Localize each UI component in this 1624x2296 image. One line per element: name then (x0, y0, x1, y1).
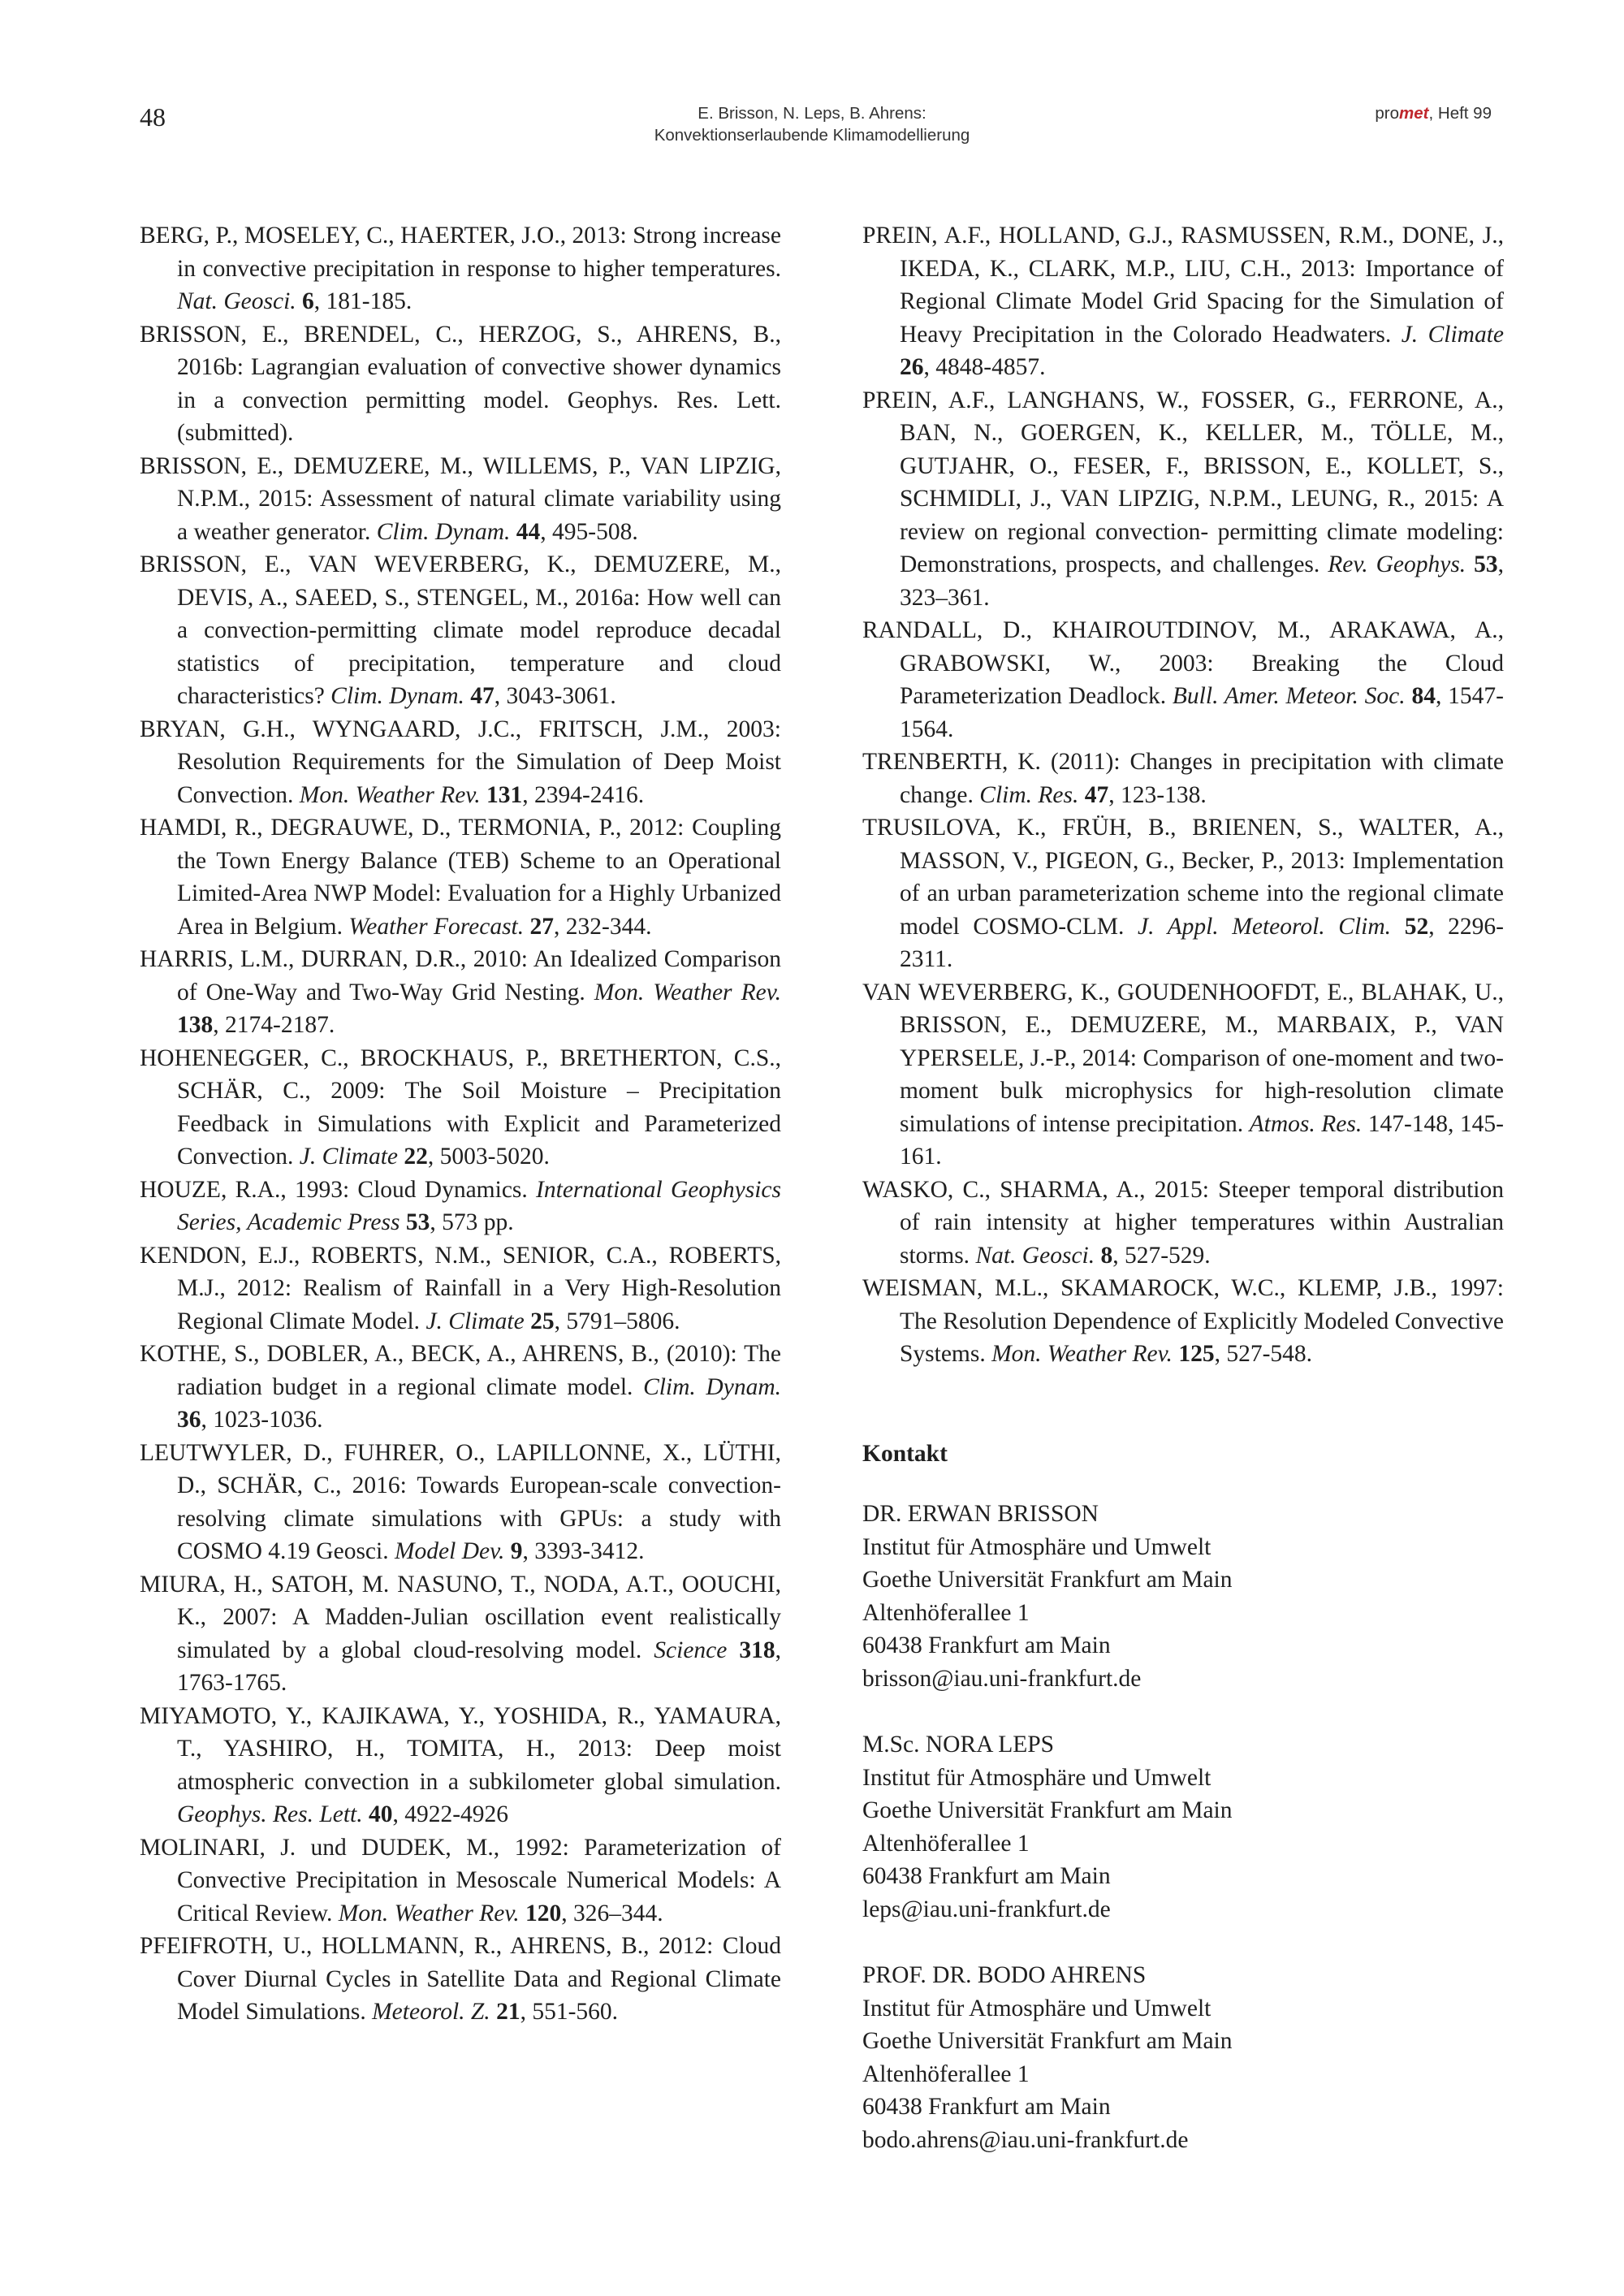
reference-title: Assessment of natural climate variability using a weather generator. (177, 486, 781, 545)
reference-title: Importance of Regional Climate Model Grid Spacing for the Simulation of Heavy Precipitation in the Colorado Headwaters. (900, 255, 1504, 348)
reference-pages: , 573 pp. (430, 1209, 514, 1235)
reference-journal: Geophys. Res. Lett. (177, 1801, 363, 1827)
reference-volume: 120 (525, 1900, 562, 1926)
reference-pages: , 3043-3061. (494, 683, 616, 709)
reference-entry (862, 614, 1504, 746)
reference-volume: 53 (405, 1209, 430, 1235)
reference-authors: BRYAN, G.H., WYNGAARD, J.C., FRITSCH, J.M., 2003: (140, 716, 781, 742)
reference-authors: WEISMAN, M.L., SKAMAROCK, W.C., KLEMP, J.B., 1997: (862, 1275, 1504, 1301)
contact-city: 60438 Frankfurt am Main (862, 2094, 1111, 2120)
reference-journal: J. Climate (1401, 321, 1504, 348)
contact-street: Altenhöferallee 1 (862, 1599, 1030, 1626)
page-number: 48 (140, 102, 166, 132)
reference-journal: Model Dev. (394, 1538, 505, 1564)
right-column (862, 219, 1504, 2190)
reference-entry (140, 943, 781, 1042)
reference-title: Coupling the Town Energy Balance (TEB) Scheme to an Operational Limited-Area NWP Model: Evaluation for a Highly Urbanized Area in Belgium. (177, 815, 781, 940)
reference-journal: Nat. Geosci. (975, 1242, 1095, 1269)
reference-authors: PREIN, A.F., HOLLAND, G.J., RASMUSSEN, R.M., DONE, J., IKEDA, K., CLARK, M.P., LIU, C.H., 2013: (862, 223, 1504, 282)
reference-entry (862, 811, 1504, 976)
reference-pages: , 181-185. (313, 288, 412, 314)
reference-entry (140, 1042, 781, 1174)
contact-university: Goethe Universität Frankfurt am Main (862, 2028, 1233, 2054)
contact-institute: Institut für Atmosphäre und Umwelt (862, 1995, 1212, 2021)
reference-entry (140, 1174, 781, 1239)
journal-brand: met (1399, 104, 1429, 123)
reference-authors: KOTHE, S., DOBLER, A., BECK, A., AHRENS, B., (2010): (140, 1341, 745, 1367)
reference-journal: Science (654, 1637, 728, 1663)
reference-entry (140, 1930, 781, 2029)
reference-title: Cloud Dynamics. (357, 1176, 537, 1203)
reference-authors: VAN WEVERBERG, K., GOUDENHOOFDT, E., BLAHAK, U., BRISSON, E., DEMUZERE, M., MARBAIX, P., VAN YPERSELE, J.-P., 2014: (862, 979, 1504, 1071)
reference-authors: HOHENEGGER, C., BROCKHAUS, P., BRETHERTON, C.S., SCHÄR, C., 2009: (140, 1044, 781, 1104)
reference-entry (140, 219, 781, 318)
reference-entry (140, 1437, 781, 1568)
reference-journal: International Geophysics Series, Academic Press (177, 1176, 781, 1235)
contact-name: M.Sc. NORA LEPS (862, 1732, 1055, 1758)
reference-entry (862, 746, 1504, 811)
reference-volume: 8 (1100, 1242, 1113, 1269)
reference-title: Towards European-scale convection-resolving climate simulations with GPUs: a study with COSMO 4.19 Geosci. (177, 1472, 781, 1564)
reference-entry (862, 1272, 1504, 1371)
contact-email: leps@iau.uni-frankfurt.de (862, 1896, 1111, 1922)
reference-entry (140, 1338, 781, 1437)
reference-journal: Bull. Amer. Meteor. Soc. (1172, 683, 1406, 709)
reference-entry (140, 548, 781, 713)
reference-journal: Rev. Geophys. (1328, 551, 1466, 577)
reference-volume: 52 (1404, 913, 1429, 940)
reference-entry (140, 1831, 781, 1931)
reference-volume: 6 (302, 288, 314, 314)
reference-authors: WASKO, C., SHARMA, A., 2015: (862, 1176, 1219, 1203)
contact-name: PROF. DR. BODO AHRENS (862, 1962, 1147, 1988)
reference-title: Breaking the Cloud Parameterization Deadlock. (900, 650, 1505, 709)
reference-entry (862, 1174, 1504, 1273)
reference-journal: Nat. Geosci. (177, 288, 296, 314)
journal-prefix: pro (1375, 104, 1400, 123)
reference-journal: Mon. Weather Rev. (299, 781, 481, 808)
reference-volume: 131 (486, 781, 523, 808)
reference-journal: J. Climate (425, 1308, 525, 1334)
reference-pages: , 123-138. (1108, 781, 1207, 808)
reference-title: Realism of Rainfall in a Very High-Resolution Regional Climate Model. (177, 1275, 781, 1334)
reference-entry (140, 713, 781, 812)
contact-university: Goethe Universität Frankfurt am Main (862, 1567, 1233, 1593)
reference-title: Cloud Cover Diurnal Cycles in Satellite Data and Regional Climate Model Simulations. (177, 1933, 781, 2025)
reference-authors: LEUTWYLER, D., FUHRER, O., LAPILLONNE, X., LÜTHI, D., SCHÄR, C., 2016: (140, 1439, 781, 1498)
reference-pages: , 323–361. (900, 551, 1504, 611)
contact-street: Altenhöferallee 1 (862, 1830, 1030, 1857)
reference-entry (862, 976, 1504, 1174)
reference-authors: HAMDI, R., DEGRAUWE, D., TERMONIA, P., 2012: (140, 815, 693, 841)
reference-entry (140, 1700, 781, 1831)
reference-volume: 26 (900, 354, 924, 380)
header-authors: E. Brisson, N. Leps, B. Ahrens: (698, 104, 926, 123)
reference-authors: BERG, P., MOSELEY, C., HAERTER, J.O., 2013: (140, 223, 633, 249)
reference-authors: MIURA, H., SATOH, M. NASUNO, T., NODA, A.T., OOUCHI, K., 2007: (140, 1571, 781, 1630)
contact-university: Goethe Universität Frankfurt am Main (862, 1797, 1233, 1823)
contact-heading: Kontakt (862, 1440, 948, 1467)
contact-email: brisson@iau.uni-frankfurt.de (862, 1665, 1142, 1692)
reference-entry (862, 384, 1504, 615)
reference-title: The Resolution Dependence of Explicitly Modeled Convective Systems. (900, 1308, 1504, 1367)
reference-title: The Soil Moisture – Precipitation Feedback in Simulations with Explicit and Parameterized Convection. (177, 1078, 781, 1170)
reference-volume: 318 (739, 1637, 775, 1663)
reference-volume: 22 (404, 1144, 428, 1170)
reference-journal: Clim. Dynam. (376, 518, 511, 545)
reference-authors: PREIN, A.F., LANGHANS, W., FOSSER, G., FERRONE, A., BAN, N., GOERGEN, K., KELLER, M., TÖLLE, M., GUTJAHR, O., FESER, F., BRISSON, E., KOLLET, S., SCHMIDLI, J., VAN LIPZIG, N.P.M., LEUNG, R., 2015: (862, 387, 1504, 512)
running-header (568, 102, 1056, 146)
reference-title: The radiation budget in a regional climate model. (177, 1341, 781, 1400)
reference-pages: , 2296-2311. (900, 913, 1505, 972)
reference-volume: 44 (516, 518, 541, 545)
reference-volume: 138 (177, 1012, 214, 1038)
reference-volume: 84 (1411, 683, 1436, 709)
reference-journal: Mon. Weather Rev. (338, 1900, 520, 1926)
reference-pages: , 495-508. (540, 518, 638, 545)
reference-volume: 36 (177, 1407, 201, 1433)
reference-entry (140, 811, 781, 943)
reference-pages: 147-148, 145-161. (900, 1110, 1504, 1170)
reference-pages: , 326–344. (561, 1900, 663, 1926)
reference-volume: 25 (530, 1308, 555, 1334)
reference-journal: J. Climate (299, 1144, 399, 1170)
reference-pages: , 551-560. (520, 1999, 619, 2025)
reference-pages: , 4848-4857. (923, 354, 1046, 380)
reference-pages: , 2174-2187. (213, 1012, 335, 1038)
reference-journal: Clim. Res. (979, 781, 1079, 808)
references-right-list (862, 219, 1504, 1371)
reference-entry (862, 219, 1504, 384)
reference-authors: TRUSILOVA, K., FRÜH, B., BRIENEN, S., WALTER, A., MASSON, V., PIGEON, G., Becker, P., 2013: (862, 815, 1504, 874)
reference-authors: MOLINARI, J. und DUDEK, M., 1992: (140, 1834, 585, 1861)
reference-title: Parameterization of Convective Precipitation in Mesoscale Numerical Models: A Critical Review. (177, 1834, 781, 1926)
reference-title: A review on regional convection- permitting climate modeling: Demonstrations, prospects, and challenges. (900, 486, 1504, 577)
reference-title: Implementation of an urban parameterization scheme into the regional climate model COSMO-CLM. (900, 847, 1504, 940)
reference-authors: PFEIFROTH, U., HOLLMANN, R., AHRENS, B., 2012: (140, 1933, 723, 1959)
reference-entry (140, 318, 781, 450)
reference-volume: 125 (1178, 1341, 1215, 1367)
reference-volume: 21 (496, 1999, 520, 2025)
reference-entry (140, 1239, 781, 1338)
contact-city: 60438 Frankfurt am Main (862, 1863, 1111, 1889)
reference-title: An Idealized Comparison of One-Way and Two-Way Grid Nesting. (177, 946, 781, 1005)
reference-authors: BRISSON, E., BRENDEL, C., HERZOG, S., AHRENS, B., (140, 321, 781, 348)
reference-pages: , 5791–5806. (554, 1308, 680, 1334)
reference-pages: , 232-344. (554, 913, 652, 940)
contact-block (862, 1498, 1504, 1695)
references-left-column (140, 219, 781, 2029)
contact-institute: Institut für Atmosphäre und Umwelt (862, 1764, 1212, 1791)
reference-journal: Clim. Dynam. (643, 1373, 781, 1400)
reference-journal: Atmos. Res. (1249, 1110, 1363, 1137)
reference-pages: , 527-548. (1214, 1341, 1313, 1367)
journal-issue: , Heft 99 (1428, 104, 1492, 123)
contact-block (862, 1728, 1504, 1926)
reference-pages: , 1023-1036. (201, 1407, 323, 1433)
reference-volume: 53 (1474, 551, 1498, 577)
reference-volume: 27 (529, 913, 554, 940)
reference-journal: Mon. Weather Rev. (594, 979, 782, 1005)
reference-title: 2016b: Lagrangian evaluation of convective shower dynamics in a convection permitting model. Geophys. Res. Lett. (submitted). (177, 354, 781, 446)
reference-volume: 47 (1084, 781, 1109, 808)
reference-authors: BRISSON, E., DEMUZERE, M., WILLEMS, P., VAN LIPZIG, N.P.M., 2015: (140, 452, 781, 512)
reference-authors: TRENBERTH, K. (2011): (862, 749, 1130, 775)
reference-title: How well can a convection-permitting climate model reproduce decadal statistics of precipitation, temperature and cloud characteristics? (177, 584, 781, 709)
reference-authors: HOUZE, R.A., 1993: (140, 1176, 358, 1203)
reference-pages: , 4922-4926 (392, 1801, 509, 1827)
reference-pages: , 5003-5020. (427, 1144, 550, 1170)
contact-institute: Institut für Atmosphäre und Umwelt (862, 1533, 1212, 1560)
reference-journal: Mon. Weather Rev. (991, 1341, 1173, 1367)
reference-title: Deep moist atmospheric convection in a subkilometer global simulation. (177, 1736, 782, 1795)
reference-pages: , 3393-3412. (522, 1538, 645, 1564)
contact-email: bodo.ahrens@iau.uni-frankfurt.de (862, 2126, 1189, 2153)
reference-volume: 47 (470, 683, 495, 709)
contact-city: 60438 Frankfurt am Main (862, 1632, 1111, 1658)
reference-title: Strong increase in convective precipitation in response to higher temperatures. (177, 223, 781, 282)
contact-block (862, 1959, 1504, 2156)
reference-authors: HARRIS, L.M., DURRAN, D.R., 2010: (140, 946, 533, 972)
reference-authors: BRISSON, E., VAN WEVERBERG, K., DEMUZERE, M., DEVIS, A., SAEED, S., STENGEL, M., 2016a: (140, 551, 781, 611)
reference-title: A Madden-Julian oscillation event realistically simulated by a global cloud-resolving model. (177, 1604, 781, 1663)
reference-pages: , 1547-1564. (900, 683, 1504, 742)
reference-entry (140, 450, 781, 549)
reference-authors: MIYAMOTO, Y., KAJIKAWA, Y., YOSHIDA, R., YAMAURA, T., YASHIRO, H., TOMITA, H., 2013: (140, 1702, 781, 1762)
journal-label (1375, 104, 1492, 123)
reference-journal: Weather Forecast. (348, 913, 525, 940)
reference-authors: RANDALL, D., KHAIROUTDINOV, M., ARAKAWA, A., GRABOWSKI, W., 2003: (862, 617, 1504, 677)
reference-pages: , 2394-2416. (522, 781, 645, 808)
reference-volume: 40 (368, 1801, 393, 1827)
reference-authors: KENDON, E.J., ROBERTS, N.M., SENIOR, C.A., ROBERTS, M.J., 2012: (140, 1242, 781, 1301)
contact-list (862, 1498, 1504, 2156)
reference-title: Resolution Requirements for the Simulation of Deep Moist Convection. (177, 749, 781, 808)
reference-title: Steeper temporal distribution of rain intensity at higher temperatures within Australian storms. (900, 1176, 1504, 1269)
reference-journal: Meteorol. Z. (372, 1999, 490, 2025)
contact-street: Altenhöferallee 1 (862, 2060, 1030, 2087)
reference-title: Changes in precipitation with climate change. (900, 749, 1505, 808)
reference-journal: Clim. Dynam. (330, 683, 464, 709)
reference-entry (140, 1568, 781, 1700)
contact-name: DR. ERWAN BRISSON (862, 1501, 1099, 1527)
header-title: Konvektionserlaubende Klimamodellierung (654, 126, 970, 145)
reference-title: Comparison of one-moment and two-moment bulk microphysics for high-resolution climate simulations of intense precipitation. (900, 1044, 1504, 1137)
reference-journal: J. Appl. Meteorol. Clim. (1138, 913, 1392, 940)
reference-volume: 9 (510, 1538, 523, 1564)
reference-pages: , 527-529. (1112, 1242, 1211, 1269)
reference-pages: , 1763-1765. (177, 1637, 781, 1696)
